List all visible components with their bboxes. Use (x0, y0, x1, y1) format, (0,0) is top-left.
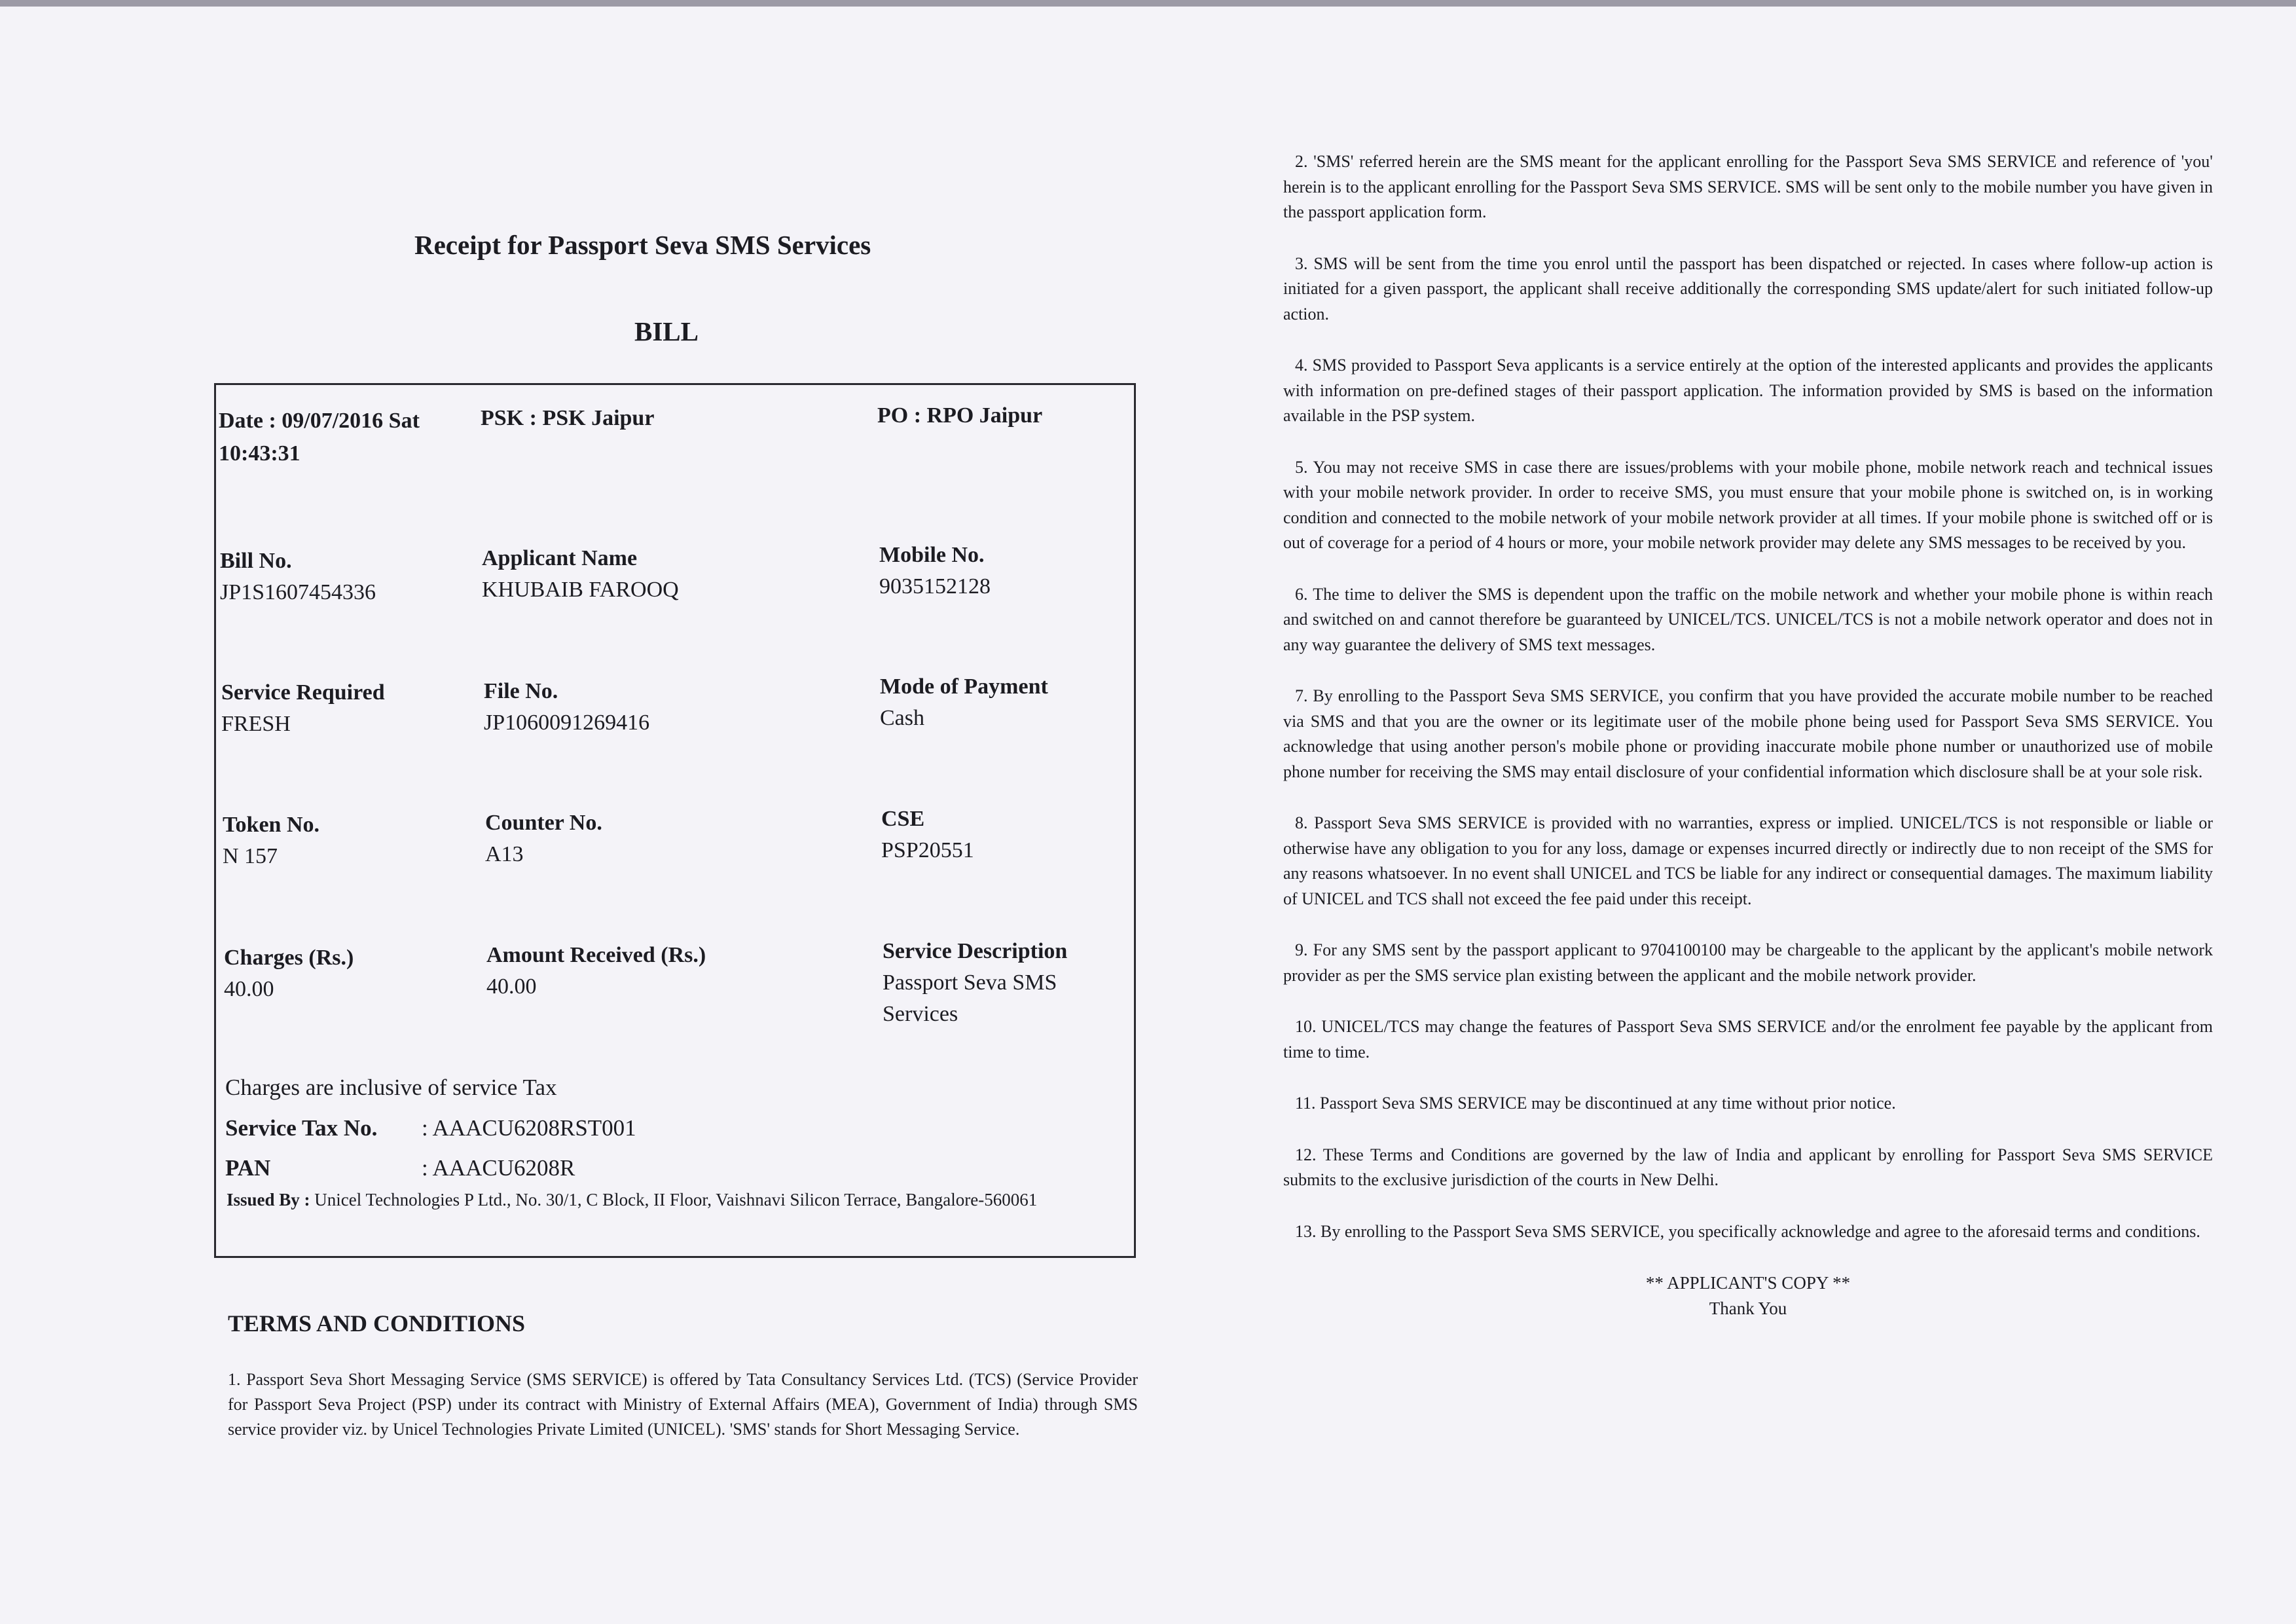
field-charges (224, 942, 354, 1005)
field-label: File No. (484, 679, 558, 703)
term-3: 3. SMS will be sent from the time you enrol until the passport has been dispatched or rejected. In cases where follow-up action is initiated for a given passport, the applicant shall receive additionally the corresponding SMS update/alert for such initiated follow-up action. (1283, 253, 2213, 323)
field-applicant-name (482, 543, 679, 606)
field-value: JP1060091269416 (484, 710, 650, 735)
field-file-no (484, 676, 649, 739)
pan-row (225, 1155, 575, 1181)
issued-by-label: Issued By : (227, 1190, 310, 1209)
field-label: Mode of Payment (880, 674, 1048, 699)
field-value: A13 (485, 842, 524, 866)
field-label: Service Required (221, 680, 385, 705)
field-amount-received (486, 940, 706, 1003)
scan-edge (0, 0, 2296, 7)
service-tax-label: Service Tax No. (225, 1115, 378, 1141)
issued-by-text: Unicel Technologies P Ltd., No. 30/1, C Block, II Floor, Vaishnavi Silicon Terrace, Bangalore-560061 (314, 1190, 1038, 1209)
field-label: Charges (Rs.) (224, 946, 354, 970)
field-label: CSE (881, 807, 925, 831)
field-value: PSP20551 (881, 838, 974, 862)
field-label: Counter No. (485, 811, 602, 835)
pan-label: PAN (225, 1155, 271, 1181)
field-value: Passport Seva SMS (883, 970, 1057, 995)
field-label: Amount Received (Rs.) (486, 943, 706, 967)
term-7: 7. By enrolling to the Passport Seva SMS SERVICE, you confirm that you have provided the accurate mobile number to be reached via SMS and that you are the owner or its legitimate user of the mobile phone being used for Passport Seva SMS SERVICE. You acknowledge that using another person's mobile phone or providing inaccurate mobile phone number or unauthorized use of mobile phone number for receiving the SMS may entail disclosure of your confidential information which disclosure shall be at your sole risk. (1283, 686, 2213, 781)
term-2: 2. 'SMS' referred herein are the SMS meant for the applicant enrolling for the Passport Seva SMS SERVICE and reference of 'you' herein is to the applicant enrolling for the Passport Seva SMS SERVICE. SMS will be sent only to the mobile number you have given in the passport application form. (1283, 152, 2213, 221)
term-4: 4. SMS provided to Passport Seva applicants is a service entirely at the option of the interested applicants and provides the applicants with information on pre-defined stages of their passport application. The information provided by SMS is based on the information available in the PSP system. (1283, 356, 2213, 425)
field-service-description (883, 936, 1067, 1030)
field-label: Applicant Name (482, 546, 638, 570)
field-value: KHUBAIB FAROOQ (482, 578, 679, 602)
receipt-title: Receipt for Passport Seva SMS Services (414, 230, 871, 260)
field-mode-of-payment (880, 671, 1048, 734)
field-label: Mobile No. (879, 543, 985, 567)
issued-by (227, 1185, 1104, 1215)
bill-heading: BILL (634, 316, 699, 346)
terms-column (1283, 149, 2213, 1321)
field-bill-no (220, 545, 376, 608)
term-1: 1. Passport Seva Short Messaging Service (SMS SERVICE) is offered by Tata Consultancy Services Ltd. (TCS) (Service Provider for Passport Seva Project (PSP) under its contract with Ministry of External Affairs (MEA), Government of India) through SMS service provider viz. by Unicel Technologies Private Limited (UNICEL). 'SMS' stands for Short Messaging Service. (228, 1370, 1138, 1439)
copy-note: ** APPLICANT'S COPY ** (1645, 1273, 1851, 1293)
field-cse (881, 803, 974, 866)
bill-date (219, 405, 420, 470)
term-5: 5. You may not receive SMS in case there are issues/problems with your mobile phone, mobile network reach and technical issues with your mobile network provider. In order to receive SMS, you must ensure that your mobile phone is switched on, is in working condition and connected to the mobile network of your mobile network provider at all times. If your mobile phone is switched off or is out of coverage for a period of 4 hours or more, your mobile network provider may delete any SMS messages to be received by you. (1283, 457, 2213, 552)
term-8: 8. Passport Seva SMS SERVICE is provided with no warranties, express or implied. UNICEL/TCS is not responsible or liable or otherwise have any obligation to you for any loss, damage or expenses incurred directly or indirectly due to non receipt of the SMS for any reasons whatsoever. In no event shall UNICEL and TCS be liable for any indirect or consequential damages. The maximum liability of UNICEL and TCS shall not exceed the fee paid under this receipt. (1283, 813, 2213, 908)
field-label: Service Description (883, 939, 1068, 963)
term-10: 10. UNICEL/TCS may change the features of Passport Seva SMS SERVICE and/or the enrolment fee payable by the applicant from time to time. (1283, 1017, 2213, 1061)
field-counter-no (485, 807, 602, 870)
field-value: 40.00 (486, 974, 537, 999)
field-token-no (223, 809, 319, 872)
field-value: N 157 (223, 844, 278, 868)
pan-value: : AAACU6208R (422, 1155, 575, 1181)
field-value: FRESH (221, 712, 291, 736)
field-value: JP1S1607454336 (220, 580, 376, 604)
field-value-line2: Services (883, 1002, 958, 1026)
bill-date-line1: Date : 09/07/2016 Sat (219, 409, 420, 433)
term-9: 9. For any SMS sent by the passport applicant to 9704100100 may be chargeable to the applicant by the applicant's mobile network provider as per the SMS service plan existing between the applicant and the mobile network provider. (1283, 940, 2213, 985)
po-header: PO : RPO Jaipur (877, 403, 1043, 428)
term-11: 11. Passport Seva SMS SERVICE may be discontinued at any time without prior notice. (1295, 1094, 1896, 1113)
service-tax-row (225, 1115, 636, 1141)
field-service-required (221, 677, 385, 740)
term-13: 13. By enrolling to the Passport Seva SMS SERVICE, you specifically acknowledge and agree to the aforesaid terms and conditions. (1295, 1221, 2200, 1241)
field-value: 40.00 (224, 977, 274, 1001)
term-6: 6. The time to deliver the SMS is dependent upon the traffic on the mobile network and whether your mobile phone is within reach and switched on and cannot therefore be guaranteed by UNICEL/TCS. UNICEL/TCS is not a mobile network operator and does not in any way guarantee the delivery of SMS text messages. (1283, 584, 2213, 654)
service-tax-value: : AAACU6208RST001 (422, 1115, 636, 1141)
field-mobile-no (879, 540, 991, 602)
field-value: Cash (880, 706, 924, 730)
terms-heading: TERMS AND CONDITIONS (228, 1310, 526, 1337)
tax-note: Charges are inclusive of service Tax (225, 1075, 557, 1100)
bill-time: 10:43:31 (219, 441, 301, 466)
field-value: 9035152128 (879, 574, 991, 599)
psk-header: PSK : PSK Jaipur (481, 406, 655, 430)
term-12: 12. These Terms and Conditions are governed by the law of India and applicant by enrolling for Passport Seva SMS SERVICE submits to the exclusive jurisdiction of the courts in New Delhi. (1283, 1145, 2213, 1189)
thank-you: Thank You (1709, 1299, 1787, 1318)
bill-box (214, 383, 1136, 1258)
field-label: Token No. (223, 813, 320, 837)
field-label: Bill No. (220, 549, 292, 573)
